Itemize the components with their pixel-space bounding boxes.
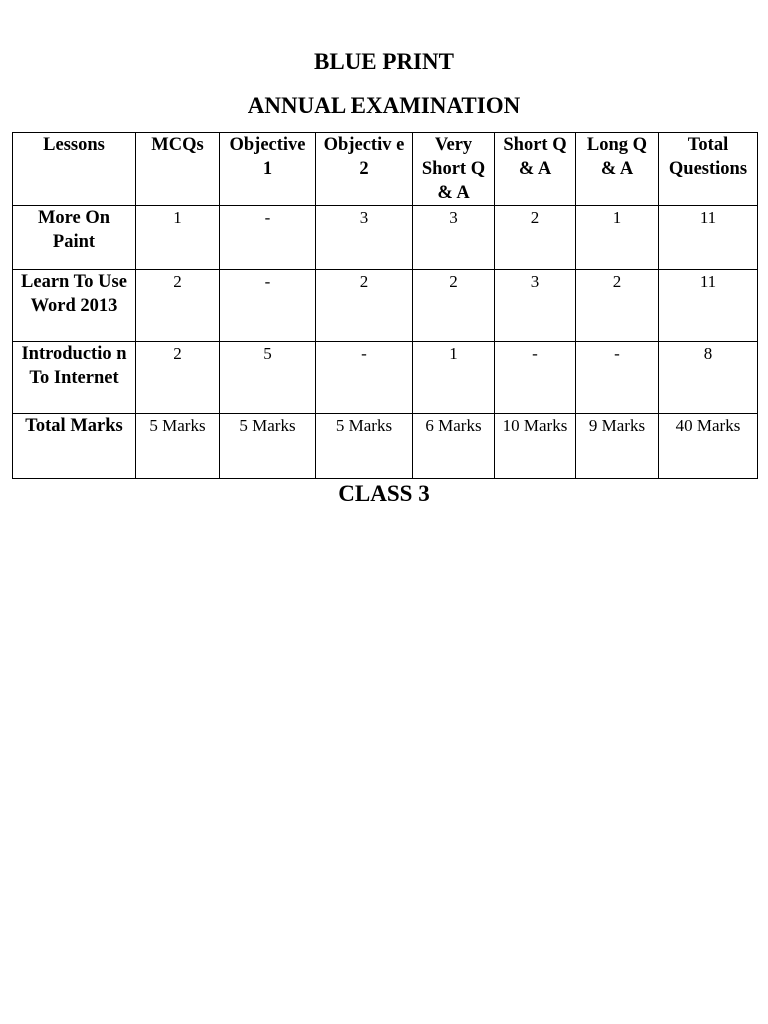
table-cell: 5 Marks — [316, 414, 413, 479]
table-cell: 11 — [659, 270, 758, 342]
table-cell: 5 Marks — [136, 414, 220, 479]
table-cell: 3 — [413, 206, 495, 270]
lesson-cell: More On Paint — [13, 206, 136, 270]
header-lessons: Lessons — [13, 133, 136, 206]
header-objective-1: Objective 1 — [220, 133, 316, 206]
table-cell: 8 — [659, 342, 758, 414]
document-subtitle: ANNUAL EXAMINATION — [247, 93, 521, 118]
lesson-cell: Introductio n To Internet — [13, 342, 136, 414]
table-cell: 5 Marks — [220, 414, 316, 479]
table-cell: 1 — [136, 206, 220, 270]
table-cell: 2 — [576, 270, 659, 342]
header-long-qa: Long Q & A — [576, 133, 659, 206]
document-footer-class: CLASS 3 — [338, 481, 430, 506]
table-row-total-marks — [13, 414, 758, 479]
table-cell: 2 — [495, 206, 576, 270]
table-row — [13, 270, 758, 342]
table-cell: 1 — [413, 342, 495, 414]
header-objective-2: Objectiv e 2 — [316, 133, 413, 206]
header-short-qa: Short Q & A — [495, 133, 576, 206]
table-cell: 40 Marks — [659, 414, 758, 479]
table-cell: 6 Marks — [413, 414, 495, 479]
table-header-row — [13, 133, 758, 206]
table-cell: 2 — [413, 270, 495, 342]
table-cell: 2 — [136, 342, 220, 414]
lesson-cell: Total Marks — [13, 414, 136, 479]
table-cell: 2 — [316, 270, 413, 342]
table-cell: 2 — [136, 270, 220, 342]
table-cell: 9 Marks — [576, 414, 659, 479]
table-cell: - — [576, 342, 659, 414]
table-cell: - — [495, 342, 576, 414]
table-row — [13, 206, 758, 270]
table-cell: - — [316, 342, 413, 414]
table-cell: - — [220, 270, 316, 342]
table-cell: 11 — [659, 206, 758, 270]
table-cell: 5 — [220, 342, 316, 414]
table-cell: 3 — [316, 206, 413, 270]
document-title: BLUE PRINT — [314, 49, 454, 74]
header-mcqs: MCQs — [136, 133, 220, 206]
table-cell: 10 Marks — [495, 414, 576, 479]
header-very-short-qa: Very Short Q & A — [413, 133, 495, 206]
table-cell: 1 — [576, 206, 659, 270]
blueprint-table — [12, 132, 758, 479]
table-cell: 3 — [495, 270, 576, 342]
table-cell: - — [220, 206, 316, 270]
lesson-cell: Learn To Use Word 2013 — [13, 270, 136, 342]
header-total-questions: Total Questions — [659, 133, 758, 206]
table-row — [13, 342, 758, 414]
